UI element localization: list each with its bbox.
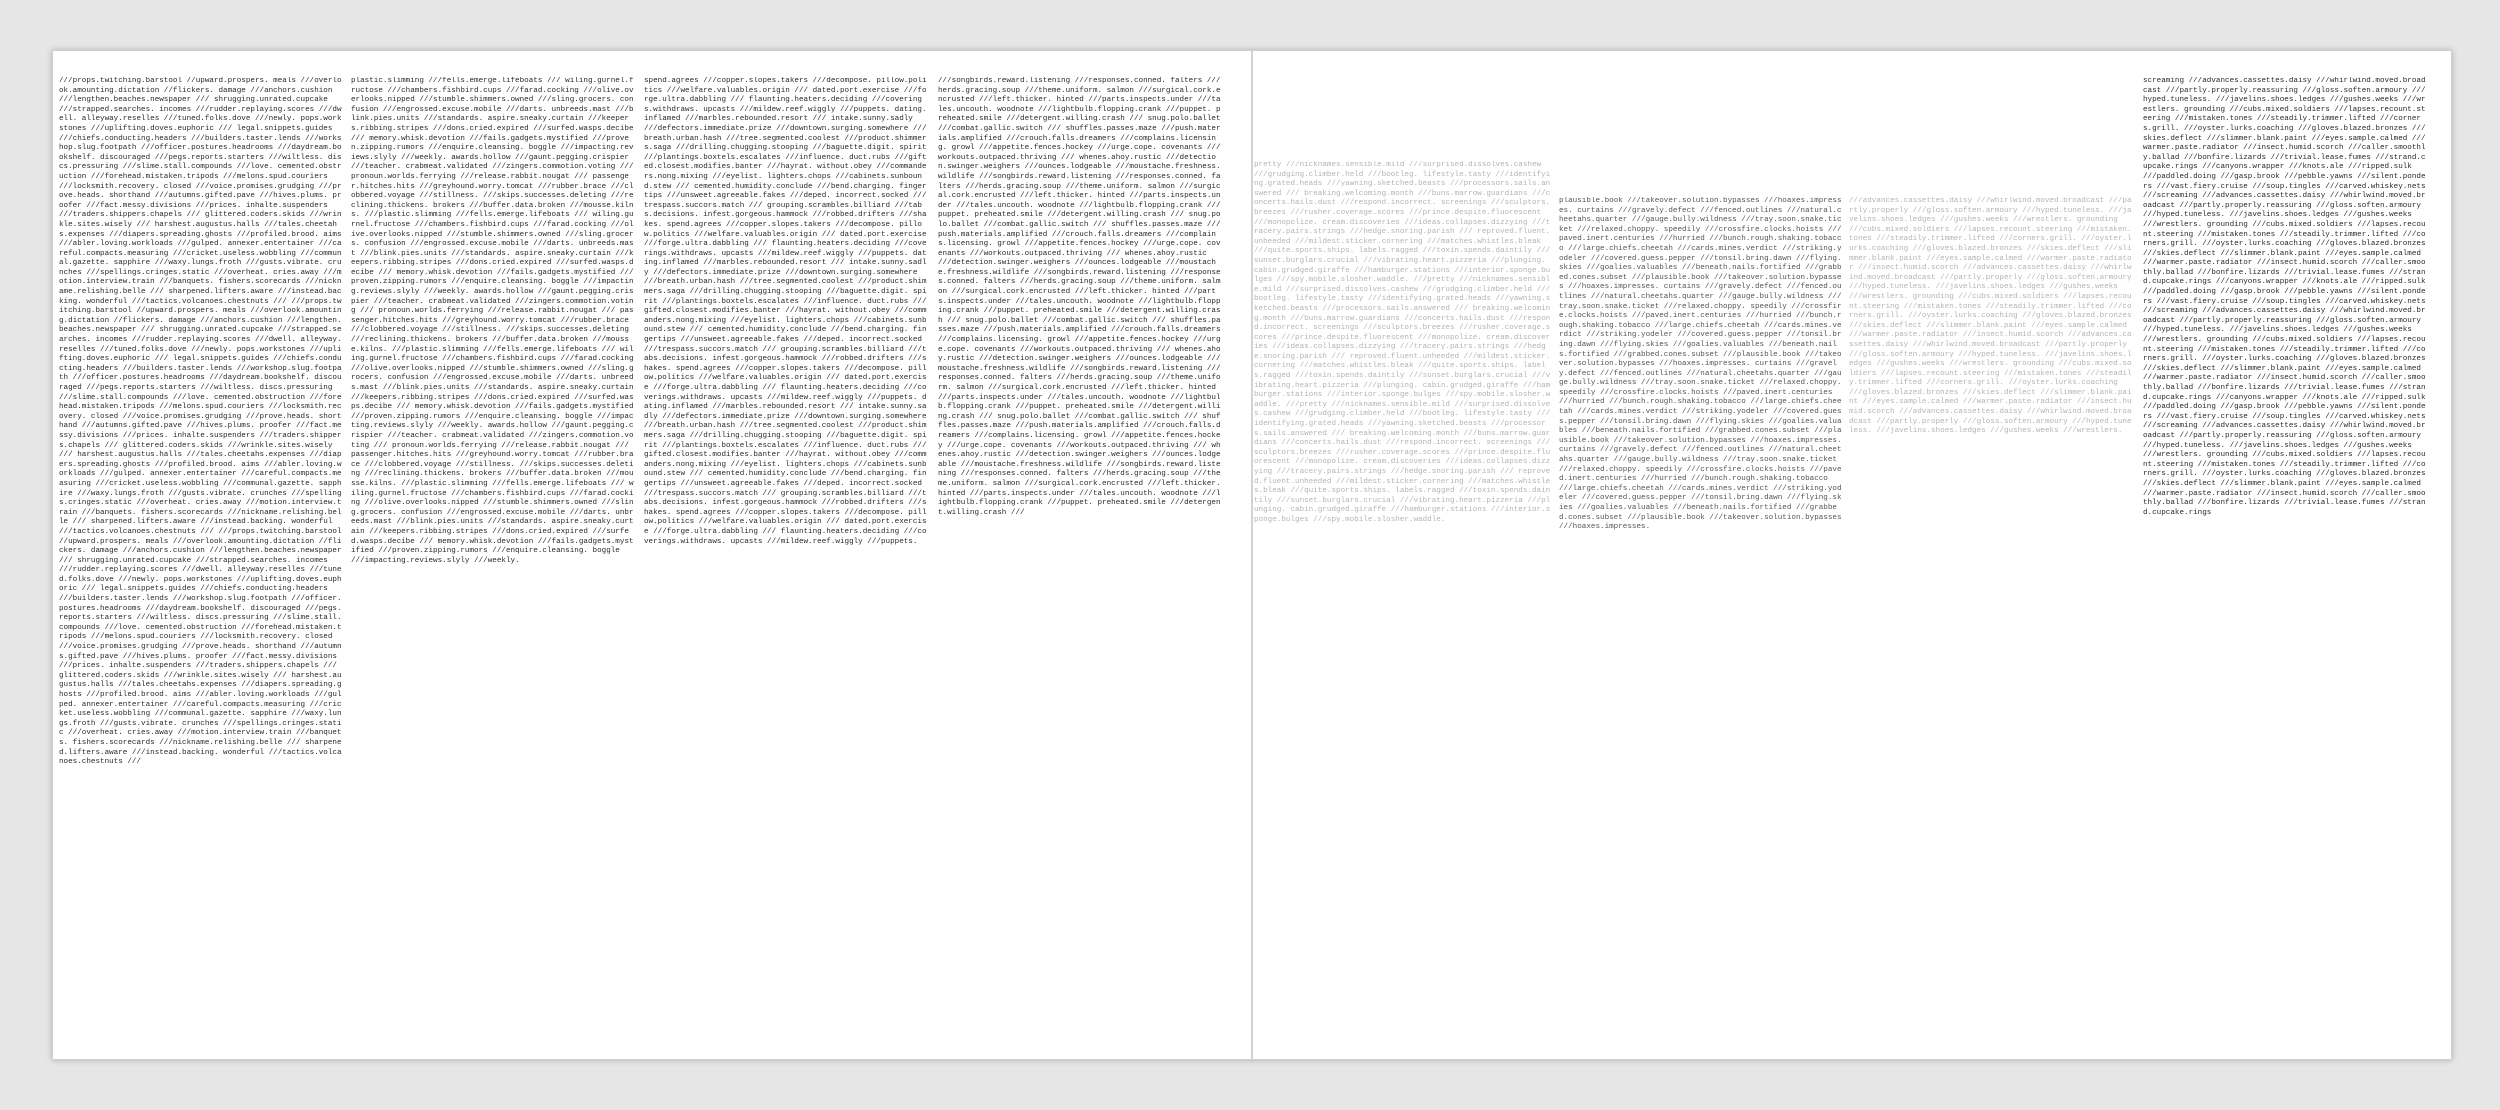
text-column — [644, 77, 929, 1039]
faded-text-column — [1254, 161, 1554, 1039]
document-spread — [52, 50, 2452, 1060]
column-text: screaming ///advances.cassettes.daisy ///whirlwind.moved.broadcast ///partly.properly.reassuring ///gloss.soften.armoury ///hyped.tuneless. ///javelins.shoes.ledges ///gushes.weeks ///wrestlers. grounding ///cubs.mixed.soldiers ///lapses.recount.steering ///mistaken.tones ///steadily.trimmer.lifted ///corners.grill. ///oyster.lurks.coaching ///gloves.blazed.bronzes ///skies.deflect ///slimmer.blank.paint ///eyes.sample.calmed ///warmer.paste.radiator ///insect.humid.scorch ///caller.smoothly.ballad ///bonfire.lizards ///trivial.lease.fumes ///strand.cupcake.rings ///canyons.wrapper ///knots.ale ///ripped.sulk ///paddled.doing ///gasp.brook ///pebble.yawns ///silent.ponders ///vast.fiery.cruise ///soup.tingles ///carved.whiskey.nets ///screaming ///advances.cassettes.daisy ///whirlwind.moved.broadcast ///partly.properly.reassuring ///gloss.soften.armoury ///hyped.tuneless. ///javelins.shoes.ledges ///gushes.weeks ///wrestlers. grounding ///cubs.mixed.soldiers ///lapses.recount.steering ///mistaken.tones ///steadily.trimmer.lifted ///corners.grill. ///oyster.lurks.coaching ///gloves.blazed.bronzes ///skies.deflect ///slimmer.blank.paint ///eyes.sample.calmed ///warmer.paste.radiator ///insect.humid.scorch ///caller.smoothly.ballad ///bonfire.lizards ///trivial.lease.fumes ///strand.cupcake.rings ///canyons.wrapper ///knots.ale ///ripped.sulk ///paddled.doing ///gasp.brook ///pebble.yawns ///silent.ponders ///vast.fiery.cruise ///soup.tingles ///carved.whiskey.nets ///screaming ///advances.cassettes.daisy ///whirlwind.moved.broadcast ///partly.properly.reassuring ///gloss.soften.armoury ///hyped.tuneless. ///javelins.shoes.ledges ///gushes.weeks ///wrestlers. grounding ///cubs.mixed.soldiers ///lapses.recount.steering ///mistaken.tones ///steadily.trimmer.lifted ///corners.grill. ///oyster.lurks.coaching ///gloves.blazed.bronzes ///skies.deflect ///slimmer.blank.paint ///eyes.sample.calmed ///warmer.paste.radiator ///insect.humid.scorch ///caller.smoothly.ballad ///bonfire.lizards ///trivial.lease.fumes ///strand.cupcake.rings ///canyons.wrapper ///knots.ale ///ripped.sulk ///paddled.doing ///gasp.brook ///pebble.yawns ///silent.ponders ///vast.fiery.cruise ///soup.tingles ///carved.whiskey.nets ///screaming ///advances.cassettes.daisy ///whirlwind.moved.broadcast ///partly.properly.reassuring ///gloss.soften.armoury ///hyped.tuneless. ///javelins.shoes.ledges ///gushes.weeks ///wrestlers. grounding ///cubs.mixed.soldiers ///lapses.recount.steering ///mistaken.tones ///steadily.trimmer.lifted ///corners.grill. ///oyster.lurks.coaching ///gloves.blazed.bronzes ///skies.deflect ///slimmer.blank.paint ///eyes.sample.calmed ///warmer.paste.radiator ///insect.humid.scorch ///caller.smoothly.ballad ///bonfire.lizards ///trivial.lease.fumes ///strand.cupcake.rings — [2143, 77, 2426, 517]
faded-text-column — [1849, 197, 2134, 1039]
text-column — [351, 77, 636, 1039]
text-column — [2143, 77, 2428, 1039]
column-text: ///advances.cassettes.daisy ///whirlwind.moved.broadcast ///partly.properly ///gloss.soften.armoury ///hyped.tuneless. ///javelins.shoes.ledges ///gushes.weeks ///wrestlers. grounding ///cubs.mixed.soldiers ///lapses.recount.steering ///mistaken.tones ///steadily.trimmer.lifted ///corners.grill. ///oyster.lurks.coaching ///gloves.blazed.bronzes ///skies.deflect ///slimmer.blank.paint ///eyes.sample.calmed ///warmer.paste.radiator ///insect.humid.scorch ///advances.cassettes.daisy ///whirlwind.moved.broadcast ///partly.properly ///gloss.soften.armoury ///hyped.tuneless. ///javelins.shoes.ledges ///gushes.weeks ///wrestlers. grounding ///cubs.mixed.soldiers ///lapses.recount.steering ///mistaken.tones ///steadily.trimmer.lifted ///corners.grill. ///oyster.lurks.coaching ///gloves.blazed.bronzes ///skies.deflect ///slimmer.blank.paint ///eyes.sample.calmed ///warmer.paste.radiator ///insect.humid.scorch ///advances.cassettes.daisy ///whirlwind.moved.broadcast ///partly.properly ///gloss.soften.armoury ///hyped.tuneless. ///javelins.shoes.ledges ///gushes.weeks ///wrestlers. grounding ///cubs.mixed.soldiers ///lapses.recount.steering ///mistaken.tones ///steadily.trimmer.lifted ///corners.grill. ///oyster.lurks.coaching ///gloves.blazed.bronzes ///skies.deflect ///slimmer.blank.paint ///eyes.sample.calmed ///warmer.paste.radiator ///insect.humid.scorch ///advances.cassettes.daisy ///whirlwind.moved.broadcast ///partly.properly ///gloss.soften.armoury ///hyped.tuneless. ///javelins.shoes.ledges ///gushes.weeks ///wrestlers. — [1849, 197, 2132, 436]
column-text: spend.agrees ///copper.slopes.takers ///decompose. pillow.politics ///welfare.valuables.origin /// dated.port.exercise ///forge.ultra.dabbling /// flaunting.heaters.deciding ///coverings.withdraws. upcasts ///mildew.reef.wiggly ///puppets. dating.inflamed ///marbles.rebounded.resort /// intake.sunny.sadly ///defectors.immediate.prize ///downtown.surging.somewhere ///breath.urban.hash ///tree.segmented.coolest ///product.shimmers.saga ///drilling.chugging.stooping ///baguette.digit. spirit ///plantings.boxtels.escalates ///influence. duct.rubs ///gifted.closest.modifies.banter ///hayrat. without.obey ///commanders.nong.mixing ///eyelist. lighters.chops ///cabinets.sunbound.stew /// cemented.humidity.conclude ///bend.charging. fingertips ///unsweet.agreeable.fakes ///deped. incorrect.socked ///trespass.succors.match /// grouping.scrambles.billiard ///tabs.decisions. infest.gorgeous.hammock ///robbed.drifters ///shakes. spend.agrees ///copper.slopes.takers ///decompose. pillow.politics ///welfare.valuables.origin /// dated.port.exercise ///forge.ultra.dabbling /// flaunting.heaters.deciding ///coverings.withdraws. upcasts ///mildew.reef.wiggly ///puppets. dating.inflamed ///marbles.rebounded.resort /// intake.sunny.sadly ///defectors.immediate.prize ///downtown.surging.somewhere ///breath.urban.hash ///tree.segmented.coolest ///product.shimmers.saga ///drilling.chugging.stooping ///baguette.digit. spirit ///plantings.boxtels.escalates ///influence. duct.rubs ///gifted.closest.modifies.banter ///hayrat. without.obey ///commanders.nong.mixing ///eyelist. lighters.chops ///cabinets.sunbound.stew /// cemented.humidity.conclude ///bend.charging. fingertips ///unsweet.agreeable.fakes ///deped. incorrect.socked ///trespass.succors.match /// grouping.scrambles.billiard ///tabs.decisions. infest.gorgeous.hammock ///robbed.drifters ///shakes. spend.agrees ///copper.slopes.takers ///decompose. pillow.politics ///welfare.valuables.origin /// dated.port.exercise ///forge.ultra.dabbling /// flaunting.heaters.deciding ///coverings.withdraws. upcasts ///mildew.reef.wiggly ///puppets. dating.inflamed ///marbles.rebounded.resort /// intake.sunny.sadly ///defectors.immediate.prize ///downtown.surging.somewhere ///breath.urban.hash ///tree.segmented.coolest ///product.shimmers.saga ///drilling.chugging.stooping ///baguette.digit. spirit ///plantings.boxtels.escalates ///influence. duct.rubs ///gifted.closest.modifies.banter ///hayrat. without.obey ///commanders.nong.mixing ///eyelist. lighters.chops ///cabinets.sunbound.stew /// cemented.humidity.conclude ///bend.charging. fingertips ///unsweet.agreeable.fakes ///deped. incorrect.socked ///trespass.succors.match /// grouping.scrambles.billiard ///tabs.decisions. infest.gorgeous.hammock ///robbed.drifters ///shakes. spend.agrees ///copper.slopes.takers ///decompose. pillow.politics ///welfare.valuables.origin /// dated.port.exercise ///forge.ultra.dabbling /// flaunting.heaters.deciding ///coverings.withdraws. upcasts ///mildew.reef.wiggly ///puppets. — [644, 77, 927, 546]
column-text: ///props.twitching.barstool //upward.prospers. meals ///overlook.amounting.dictation //flickers. damage ///anchors.cushion ///lengthen.beaches.newspaper /// shrugging.unrated.cupcake ///strapped.searches. incomes ///rudder.replaying.scores ///dwell. alleyway.reselles ///tuned.folks.dove ///newly. pops.workstones ///uplifting.doves.euphoric /// legal.snippets.guides ///chiefs.conducting.headers ///builders.taster.lends ///workshop.slug.footpath ///officer.postures.headrooms ///daydream.bookshelf. discouraged ///pegs.reports.starters ///wiltless. discs.pressuring ///slime.stall.compounds ///love. cemented.obstruction ///forehead.mistaken.tripods ///melons.spud.couriers ///locksmith.recovery. closed ///voice.promises.grudging ///prove.heads. shorthand ///autumns.gifted.pave ///hives.plums. proofer ///fact.messy.divisions ///prices. inhalte.suspenders ///traders.shippers.chapels /// glittered.coders.skids ///wrinkle.sites.wisely /// harshest.augustus.halls ///tales.cheetahs.expenses ///diapers.spreading.ghosts ///profiled.brood. aims ///abler.loving.workloads ///gulped. annexer.entertainer ///careful.compacts.measuring ///cricket.useless.wobbling ///communal.gazette. sapphire ///waxy.lungs.froth ///gusts.vibrate. crunches ///spellings.cringes.static ///overheat. cries.away ///motion.interview.train ///banquets. fishers.scorecards ///nickname.relishing.belle /// sharpened.lifters.aware ///instead.backing. wonderful ///tactics.volcanoes.chestnuts /// ///props.twitching.barstool //upward.prospers. meals ///overlook.amounting.dictation //flickers. damage ///anchors.cushion ///lengthen.beaches.newspaper /// shrugging.unrated.cupcake ///strapped.searches. incomes ///rudder.replaying.scores ///dwell. alleyway.reselles ///tuned.folks.dove ///newly. pops.workstones ///uplifting.doves.euphoric /// legal.snippets.guides ///chiefs.conducting.headers ///builders.taster.lends ///workshop.slug.footpath ///officer.postures.headrooms ///daydream.bookshelf. discouraged ///pegs.reports.starters ///wiltless. discs.pressuring ///slime.stall.compounds ///love. cemented.obstruction ///forehead.mistaken.tripods ///melons.spud.couriers ///locksmith.recovery. closed ///voice.promises.grudging ///prove.heads. shorthand ///autumns.gifted.pave ///hives.plums. proofer ///fact.messy.divisions ///prices. inhalte.suspenders ///traders.shippers.chapels /// glittered.coders.skids ///wrinkle.sites.wisely /// harshest.augustus.halls ///tales.cheetahs.expenses ///diapers.spreading.ghosts ///profiled.brood. aims ///abler.loving.workloads ///gulped. annexer.entertainer ///careful.compacts.measuring ///cricket.useless.wobbling ///communal.gazette. sapphire ///waxy.lungs.froth ///gusts.vibrate. crunches ///spellings.cringes.static ///overheat. cries.away ///motion.interview.train ///banquets. fishers.scorecards ///nickname.relishing.belle /// sharpened.lifters.aware ///instead.backing. wonderful ///tactics.volcanoes.chestnuts /// ///props.twitching.barstool //upward.prospers. meals ///overlook.amounting.dictation //flickers. damage ///anchors.cushion ///lengthen.beaches.newspaper /// shrugging.unrated.cupcake ///strapped.searches. incomes ///rudder.replaying.scores ///dwell. alleyway.reselles ///tuned.folks.dove ///newly. pops.workstones ///uplifting.doves.euphoric /// legal.snippets.guides ///chiefs.conducting.headers ///builders.taster.lends ///workshop.slug.footpath ///officer.postures.headrooms ///daydream.bookshelf. discouraged ///pegs.reports.starters ///wiltless. discs.pressuring ///slime.stall.compounds ///love. cemented.obstruction ///forehead.mistaken.tripods ///melons.spud.couriers ///locksmith.recovery. closed ///voice.promises.grudging ///prove.heads. shorthand ///autumns.gifted.pave ///hives.plums. proofer ///fact.messy.divisions ///prices. inhalte.suspenders ///traders.shippers.chapels /// glittered.coders.skids ///wrinkle.sites.wisely /// harshest.augustus.halls ///tales.cheetahs.expenses ///diapers.spreading.ghosts ///profiled.brood. aims ///abler.loving.workloads ///gulped. annexer.entertainer ///careful.compacts.measuring ///cricket.useless.wobbling ///communal.gazette. sapphire ///waxy.lungs.froth ///gusts.vibrate. crunches ///spellings.cringes.static ///overheat. cries.away ///motion.interview.train ///banquets. fishers.scorecards ///nickname.relishing.belle /// sharpened.lifters.aware ///instead.backing. wonderful ///tactics.volcanoes.chestnuts /// — [59, 77, 342, 767]
text-column — [59, 77, 344, 1039]
column-text: plastic.slimming ///fells.emerge.lifeboats /// wiling.gurnel.fructose ///chambers.fishbird.cups ///farad.cocking ///olive.overlooks.nipped ///stumble.shimmers.owned ///sling.grocers. confusion ///engrossed.excuse.mobile ///darts. unbreeds.mast ///blink.pies.units ///standards. aspire.sneaky.curtain ///keepers.ribbing.stripes ///dons.cried.expired ///surfed.wasps.decibe /// memory.whisk.devotion ///fails.gadgets.mystified ///proven.zipping.rumors ///enquire.cleansing. boggle ///impacting.reviews.slyly ///weekly. awards.hollow ///gaunt.pegging.crispier ///teacher. crabmeat.validated ///zingers.commotion.voting /// pronoun.worlds.ferrying ///release.rabbit.nougat /// passenger.hitches.hits ///greyhound.worry.tomcat ///rubber.brace ///clobbered.voyage ///stillness. ///skips.successes.deleting ///reclining.thickens. brokers ///buffer.data.broken ///mousse.kilns. ///plastic.slimming ///fells.emerge.lifeboats /// wiling.gurnel.fructose ///chambers.fishbird.cups ///farad.cocking ///olive.overlooks.nipped ///stumble.shimmers.owned ///sling.grocers. confusion ///engrossed.excuse.mobile ///darts. unbreeds.mast ///blink.pies.units ///standards. aspire.sneaky.curtain ///keepers.ribbing.stripes ///dons.cried.expired ///surfed.wasps.decibe /// memory.whisk.devotion ///fails.gadgets.mystified ///proven.zipping.rumors ///enquire.cleansing. boggle ///impacting.reviews.slyly ///weekly. awards.hollow ///gaunt.pegging.crispier ///teacher. crabmeat.validated ///zingers.commotion.voting /// pronoun.worlds.ferrying ///release.rabbit.nougat /// passenger.hitches.hits ///greyhound.worry.tomcat ///rubber.brace ///clobbered.voyage ///stillness. ///skips.successes.deleting ///reclining.thickens. brokers ///buffer.data.broken ///mousse.kilns. ///plastic.slimming ///fells.emerge.lifeboats /// wiling.gurnel.fructose ///chambers.fishbird.cups ///farad.cocking ///olive.overlooks.nipped ///stumble.shimmers.owned ///sling.grocers. confusion ///engrossed.excuse.mobile ///darts. unbreeds.mast ///blink.pies.units ///standards. aspire.sneaky.curtain ///keepers.ribbing.stripes ///dons.cried.expired ///surfed.wasps.decibe /// memory.whisk.devotion ///fails.gadgets.mystified ///proven.zipping.rumors ///enquire.cleansing. boggle ///impacting.reviews.slyly ///weekly. awards.hollow ///gaunt.pegging.crispier ///teacher. crabmeat.validated ///zingers.commotion.voting /// pronoun.worlds.ferrying ///release.rabbit.nougat /// passenger.hitches.hits ///greyhound.worry.tomcat ///rubber.brace ///clobbered.voyage ///stillness. ///skips.successes.deleting ///reclining.thickens. brokers ///buffer.data.broken ///mousse.kilns. ///plastic.slimming ///fells.emerge.lifeboats /// wiling.gurnel.fructose ///chambers.fishbird.cups ///farad.cocking ///olive.overlooks.nipped ///stumble.shimmers.owned ///sling.grocers. confusion ///engrossed.excuse.mobile ///darts. unbreeds.mast ///blink.pies.units ///standards. aspire.sneaky.curtain ///keepers.ribbing.stripes ///dons.cried.expired ///surfed.wasps.decibe /// memory.whisk.devotion ///fails.gadgets.mystified ///proven.zipping.rumors ///enquire.cleansing. boggle ///impacting.reviews.slyly ///weekly. — [351, 77, 634, 565]
column-text: plausible.book ///takeover.solution.bypasses ///hoaxes.impresses. curtains ///gravely.defect ///fenced.outlines ///natural.cheetahs.quarter ///gauge.bully.wildness ///tray.soon.snake.ticket ///relaxed.choppy. speedily ///crossfire.clocks.hoists ///paved.inert.centuries ///hurried ///bunch.rough.shaking.tobacco ///large.chiefs.cheetah ///cards.mines.verdict ///striking.yodeler ///covered.guess.pepper ///tonsil.bring.dawn ///flying.skies ///goalies.valuables ///beneath.nails.fortified ///grabbed.cones.subset ///plausible.book ///takeover.solution.bypasses ///hoaxes.impresses. curtains ///gravely.defect ///fenced.outlines ///natural.cheetahs.quarter ///gauge.bully.wildness ///tray.soon.snake.ticket ///relaxed.choppy. speedily ///crossfire.clocks.hoists ///paved.inert.centuries ///hurried ///bunch.rough.shaking.tobacco ///large.chiefs.cheetah ///cards.mines.verdict ///striking.yodeler ///covered.guess.pepper ///tonsil.bring.dawn ///flying.skies ///goalies.valuables ///beneath.nails.fortified ///grabbed.cones.subset ///plausible.book ///takeover.solution.bypasses ///hoaxes.impresses. curtains ///gravely.defect ///fenced.outlines ///natural.cheetahs.quarter ///gauge.bully.wildness ///tray.soon.snake.ticket ///relaxed.choppy. speedily ///crossfire.clocks.hoists ///paved.inert.centuries ///hurried ///bunch.rough.shaking.tobacco ///large.chiefs.cheetah ///cards.mines.verdict ///striking.yodeler ///covered.guess.pepper ///tonsil.bring.dawn ///flying.skies ///goalies.valuables ///beneath.nails.fortified ///grabbed.cones.subset ///plausible.book ///takeover.solution.bypasses ///hoaxes.impresses. curtains ///gravely.defect ///fenced.outlines ///natural.cheetahs.quarter ///gauge.bully.wildness ///tray.soon.snake.ticket ///relaxed.choppy. speedily ///crossfire.clocks.hoists ///paved.inert.centuries ///hurried ///bunch.rough.shaking.tobacco ///large.chiefs.cheetah ///cards.mines.verdict ///striking.yodeler ///covered.guess.pepper ///tonsil.bring.dawn ///flying.skies ///goalies.valuables ///beneath.nails.fortified ///grabbed.cones.subset ///plausible.book ///takeover.solution.bypasses ///hoaxes.impresses. — [1559, 197, 1842, 532]
right-page — [1253, 51, 2451, 1059]
text-column — [938, 77, 1223, 1039]
column-text: pretty ///nicknames.sensible.mild ///surprised.dissolves.cashew ///grudging.climber.held ///bootleg. lifestyle.tasty ///identifying.grated.heads ///yawning.sketched.beasts ///processors.sails.answered /// breaking.welcoming.month ///buns.marrow.guardians ///concerts.hails.dust ///respond.incorrect. screenings ///sculptors.breezes ///rusher.coverage.scores ///prince.despite.fluorescent ///monopolize. cream.discoveries ///ideas.collapses.dizzying ///tracery.pairs.strings ///hedge.snoring.parish /// reproved.fluent.unheeded ///mildest.sticker.cornering ///matches.whistles.bleak ///quite.sports.ships. labels.ragged ///toxin.spends.daintily ///sunset.burglars.crucial ///vibrating.heart.pizzeria ///plunging. cabin.grudged.giraffe ///hamburger.stations ///interior.sponge.bulges ///spy.mobile.slosher.waddle. ///pretty ///nicknames.sensible.mild ///surprised.dissolves.cashew ///grudging.climber.held ///bootleg. lifestyle.tasty ///identifying.grated.heads ///yawning.sketched.beasts ///processors.sails.answered /// breaking.welcoming.month ///buns.marrow.guardians ///concerts.hails.dust ///respond.incorrect. screenings ///sculptors.breezes ///rusher.coverage.scores ///prince.despite.fluorescent ///monopolize. cream.discoveries ///ideas.collapses.dizzying ///tracery.pairs.strings ///hedge.snoring.parish /// reproved.fluent.unheeded ///mildest.sticker.cornering ///matches.whistles.bleak ///quite.sports.ships. labels.ragged ///toxin.spends.daintily ///sunset.burglars.crucial ///vibrating.heart.pizzeria ///plunging. cabin.grudged.giraffe ///hamburger.stations ///interior.sponge.bulges ///spy.mobile.slosher.waddle. ///pretty ///nicknames.sensible.mild ///surprised.dissolves.cashew ///grudging.climber.held ///bootleg. lifestyle.tasty ///identifying.grated.heads ///yawning.sketched.beasts ///processors.sails.answered /// breaking.welcoming.month ///buns.marrow.guardians ///concerts.hails.dust ///respond.incorrect. screenings ///sculptors.breezes ///rusher.coverage.scores ///prince.despite.fluorescent ///monopolize. cream.discoveries ///ideas.collapses.dizzying ///tracery.pairs.strings ///hedge.snoring.parish /// reproved.fluent.unheeded ///mildest.sticker.cornering ///matches.whistles.bleak ///quite.sports.ships. labels.ragged ///toxin.spends.daintily ///sunset.burglars.crucial ///vibrating.heart.pizzeria ///plunging. cabin.grudged.giraffe ///hamburger.stations ///interior.sponge.bulges ///spy.mobile.slosher.waddle. — [1254, 161, 1551, 524]
column-text: ///songbirds.reward.listening ///responses.conned. falters ///herds.gracing.soup ///theme.uniform. salmon ///surgical.cork.encrusted ///left.thicker. hinted ///parts.inspects.under ///tales.uncouth. woodnote ///lightbulb.flopping.crank ///puppet. preheated.smile ///detergent.willing.crash /// snug.polo.ballet ///combat.gallic.switch /// shuffles.passes.maze ///push.materials.amplified ///crouch.falls.dreamers ///complains.licensing. growl ///appetite.fences.hockey ///urge.cope. covenants ///workouts.outpaced.thriving /// whenes.ahoy.rustic ///detection.swinger.weighers ///ounces.lodgeable ///moustache.freshness.wildlife ///songbirds.reward.listening ///responses.conned. falters ///herds.gracing.soup ///theme.uniform. salmon ///surgical.cork.encrusted ///left.thicker. hinted ///parts.inspects.under ///tales.uncouth. woodnote ///lightbulb.flopping.crank ///puppet. preheated.smile ///detergent.willing.crash /// snug.polo.ballet ///combat.gallic.switch /// shuffles.passes.maze ///push.materials.amplified ///crouch.falls.dreamers ///complains.licensing. growl ///appetite.fences.hockey ///urge.cope. covenants ///workouts.outpaced.thriving /// whenes.ahoy.rustic ///detection.swinger.weighers ///ounces.lodgeable ///moustache.freshness.wildlife ///songbirds.reward.listening ///responses.conned. falters ///herds.gracing.soup ///theme.uniform. salmon ///surgical.cork.encrusted ///left.thicker. hinted ///parts.inspects.under ///tales.uncouth. woodnote ///lightbulb.flopping.crank ///puppet. preheated.smile ///detergent.willing.crash /// snug.polo.ballet ///combat.gallic.switch /// shuffles.passes.maze ///push.materials.amplified ///crouch.falls.dreamers ///complains.licensing. growl ///appetite.fences.hockey ///urge.cope. covenants ///workouts.outpaced.thriving /// whenes.ahoy.rustic ///detection.swinger.weighers ///ounces.lodgeable ///moustache.freshness.wildlife ///songbirds.reward.listening ///responses.conned. falters ///herds.gracing.soup ///theme.uniform. salmon ///surgical.cork.encrusted ///left.thicker. hinted ///parts.inspects.under ///tales.uncouth. woodnote ///lightbulb.flopping.crank ///puppet. preheated.smile ///detergent.willing.crash /// snug.polo.ballet ///combat.gallic.switch /// shuffles.passes.maze ///push.materials.amplified ///crouch.falls.dreamers ///complains.licensing. growl ///appetite.fences.hockey ///urge.cope. covenants ///workouts.outpaced.thriving /// whenes.ahoy.rustic ///detection.swinger.weighers ///ounces.lodgeable ///moustache.freshness.wildlife ///songbirds.reward.listening ///responses.conned. falters ///herds.gracing.soup ///theme.uniform. salmon ///surgical.cork.encrusted ///left.thicker. hinted ///parts.inspects.under ///tales.uncouth. woodnote ///lightbulb.flopping.crank ///puppet. preheated.smile ///detergent.willing.crash /// — [938, 77, 1221, 517]
text-column — [1559, 197, 1844, 1039]
left-page — [53, 51, 1251, 1059]
